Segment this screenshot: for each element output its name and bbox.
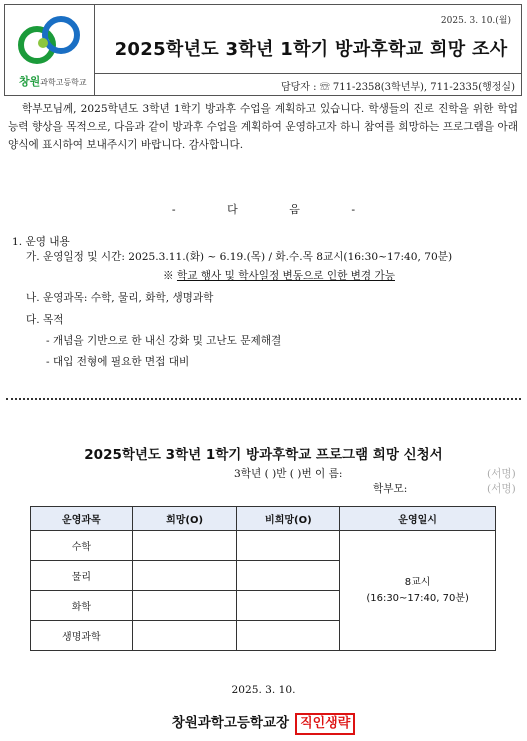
application-table xyxy=(30,506,496,651)
school-logo-rings-icon xyxy=(13,13,87,73)
intro-paragraph: 학부모님께, 2025학년도 3학년 1학기 방과후 수업을 계획하고 있습니다. 학생들의 진로 진학을 위한 학업능력 향상을 목적으로, 다음과 같이 방과후 수업을 계획하여 운영하고자 하니 참여를 희망하는 프로그램을 아래 양식에 표시하여 보내주시기 바랍니다. 감사합니다. xyxy=(8,103,518,151)
contact-info: 담당자 : ☏ 711-2358(3학년부), 711-2335(행정실) xyxy=(95,73,521,95)
section-1-heading: 1. 운영 내용 xyxy=(12,236,70,248)
subject-life-science: 생명과학 xyxy=(31,621,133,651)
not-want-cell-math[interactable] xyxy=(237,531,340,561)
schedule-notice: ※ 학교 행사 및 학사일정 변동으로 인한 변경 가능 xyxy=(163,270,395,282)
purpose-heading: 다. 목적 xyxy=(26,314,64,326)
header-subject: 운영과목 xyxy=(31,507,133,531)
purpose-item-1: - 개념을 기반으로 한 내신 강화 및 고난도 문제해결 xyxy=(46,335,282,347)
document-date: 2025. 3. 10.(월) xyxy=(440,16,511,26)
want-cell-math[interactable] xyxy=(132,531,237,561)
parent-sign-hint[interactable]: (서명) xyxy=(487,483,516,495)
header-want: 희망(O) xyxy=(132,507,237,531)
student-sign-hint[interactable]: (서명) xyxy=(487,468,516,480)
principal-signature xyxy=(0,711,527,735)
principal-title: 창원과학고등학교장 xyxy=(171,715,290,731)
daeum-heading: - 다 음 - xyxy=(171,203,356,216)
student-info-line xyxy=(234,466,342,481)
table-row xyxy=(31,531,496,561)
want-cell-chemistry[interactable] xyxy=(132,591,237,621)
document-header xyxy=(4,4,522,96)
footer-date: 2025. 3. 10. xyxy=(231,684,296,696)
not-want-cell-life-science[interactable] xyxy=(237,621,340,651)
subjects-item: 나. 운영과목: 수학, 물리, 화학, 생명과학 xyxy=(26,292,214,304)
seal-omitted-stamp: 직인생략 xyxy=(295,713,355,735)
subject-chemistry: 화학 xyxy=(31,591,133,621)
table-header-row xyxy=(31,507,496,531)
school-logo-text: 창원과학고등학교 xyxy=(19,75,87,88)
schedule-cell: 8교시 (16:30~17:40, 70분) xyxy=(340,531,496,651)
cut-line-divider xyxy=(6,398,521,400)
application-title: 2025학년도 3학년 1학기 방과후학교 프로그램 희망 신청서 xyxy=(84,447,443,463)
header-not-want: 비희망(O) xyxy=(237,507,340,531)
parent-label: 학부모: xyxy=(373,483,408,495)
document-title: 2025학년도 3학년 1학기 방과후학교 희망 조사 xyxy=(114,39,508,60)
subject-math: 수학 xyxy=(31,531,133,561)
header-schedule: 운영일시 xyxy=(340,507,496,531)
want-cell-physics[interactable] xyxy=(132,561,237,591)
not-want-cell-physics[interactable] xyxy=(237,561,340,591)
student-info-label: 3학년 ( )반 ( )번 이 름: xyxy=(234,468,343,480)
not-want-cell-chemistry[interactable] xyxy=(237,591,340,621)
schedule-item: 가. 운영일정 및 시간: 2025.3.11.(화) ~ 6.19.(목) / 화.수.목 8교시(16:30~17:40, 70분) xyxy=(26,251,453,263)
subject-physics: 물리 xyxy=(31,561,133,591)
purpose-item-2: - 대입 전형에 필요한 면접 대비 xyxy=(46,356,190,368)
school-logo xyxy=(5,5,95,95)
want-cell-life-science[interactable] xyxy=(132,621,237,651)
